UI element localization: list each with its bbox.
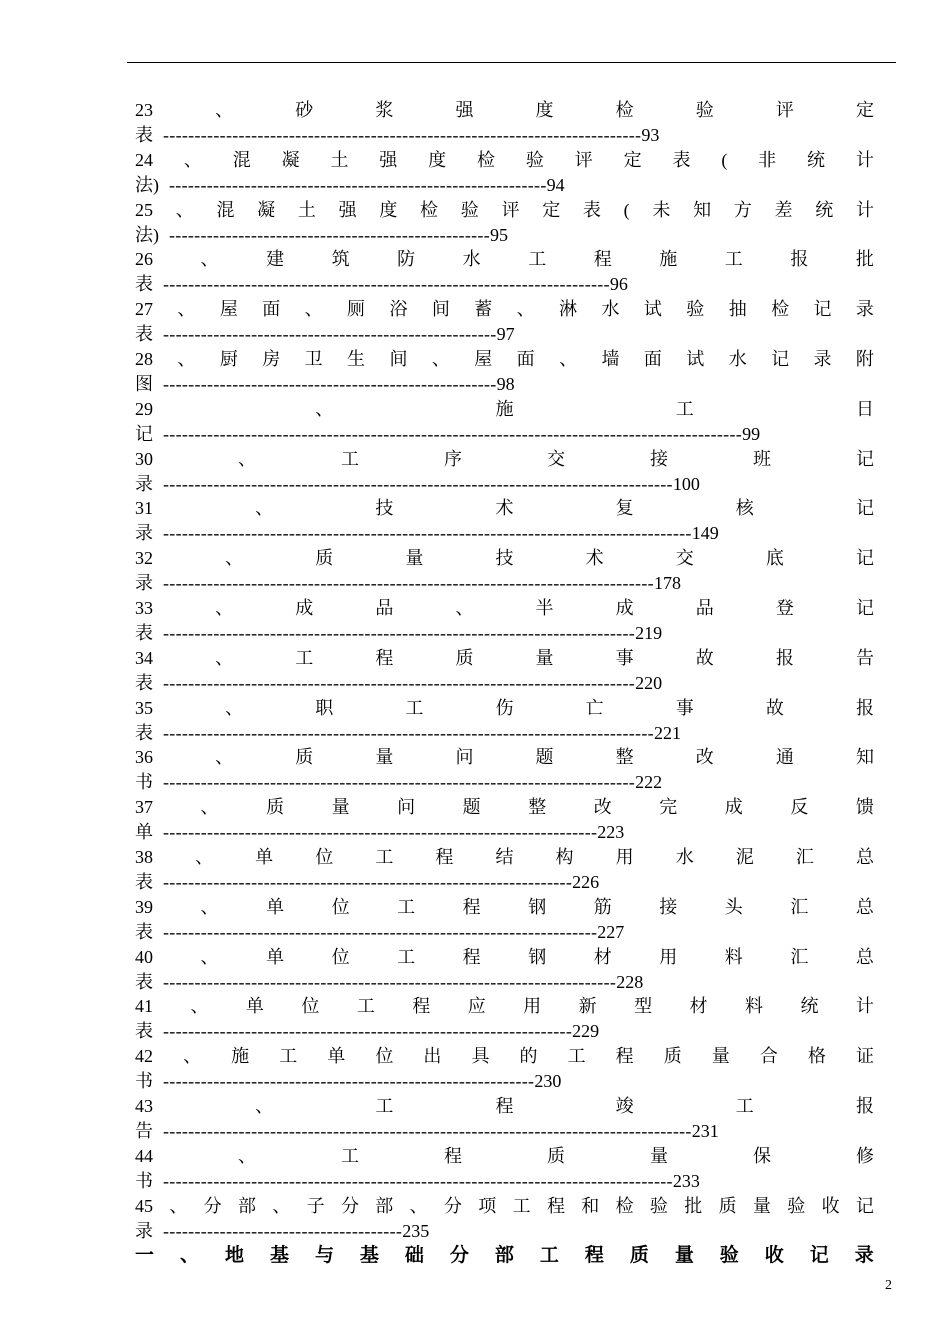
toc-entry-continuation (135, 671, 874, 696)
dot-leader: ------------------------------------------------------------------------ (163, 971, 617, 992)
toc-entry-page: 230 (534, 1071, 562, 1092)
toc-entry-continuation (135, 1169, 874, 1194)
toc-entry-continuation (135, 571, 874, 596)
toc-entry-last-char: 表 (135, 125, 153, 145)
dot-leader: --------------------------------------------------------------------------- (163, 772, 636, 793)
toc-entry-last-char: 录 (135, 573, 153, 594)
toc-entry-title: 45 、 分 部 、 子 分 部 、 分 项 工 程 和 检 验 批 质 量 验 收 记 (135, 1195, 874, 1216)
toc-entry-continuation (135, 173, 874, 198)
toc-entry-page: 99 (742, 423, 761, 444)
toc-entry-title: 27 、 屋 面 、 厕 浴 间 蓄 、 淋 水 试 验 抽 检 记 录 (135, 299, 874, 320)
dot-leader: --------------------------------------------------------------------------------- (163, 1170, 673, 1191)
dot-leader: ------------------------------------------------------------------------------ (163, 722, 654, 743)
toc-entry-last-char: 录 (135, 473, 153, 494)
toc-entry-page: 219 (635, 622, 663, 643)
toc-entry-title: 31 、 技 术 复 核 记 (135, 498, 874, 519)
toc-entry-continuation (135, 521, 874, 546)
dot-leader: ----------------------------------------------------- (163, 324, 497, 345)
toc-entry-last-char: 书 (135, 1170, 153, 1191)
toc-entry-page: 220 (635, 672, 663, 693)
toc-entry-page: 98 (496, 373, 515, 394)
dot-leader: -------------------------------------------------------------------------------------------- (163, 423, 743, 444)
section-heading: 一 、 地 基 与 基 础 分 部 工 程 质 量 验 收 记 录 (135, 1245, 874, 1267)
toc-entry (135, 447, 874, 497)
toc-entry-page: 97 (496, 324, 515, 345)
toc-entry-last-char: 表 (135, 1021, 153, 1042)
toc-entry (135, 696, 874, 746)
toc-entry-page: 235 (402, 1220, 430, 1241)
toc-entry-title: 40 、 单 位 工 程 钢 材 用 料 汇 总 (135, 946, 874, 967)
toc-entry-continuation (135, 322, 874, 347)
toc-entry-last-char: 表 (135, 871, 153, 892)
header-rule (127, 62, 896, 63)
toc-entry-title: 32 、 质 量 技 术 交 底 记 (135, 548, 874, 569)
toc-entry-title: 42 、 施 工 单 位 出 具 的 工 程 质 量 合 格 证 (135, 1046, 874, 1067)
dot-leader: ----------------------------------------------------- (163, 373, 497, 394)
toc-entry-continuation (135, 422, 874, 447)
dot-leader: --------------------------------------------------------------------- (163, 822, 598, 843)
dot-leader: ------------------------------------------------------------------------------------ (163, 523, 692, 544)
toc-entry-continuation (135, 1019, 874, 1044)
toc-entry-page: 96 (609, 274, 628, 295)
toc-entry-title: 26 、 建 筑 防 水 工 程 施 工 报 批 (135, 249, 874, 270)
toc-entry-title: 28 、 厨 房 卫 生 间 、 屋 面 、 墙 面 试 水 记 录 附 (135, 348, 874, 369)
toc-entry-continuation (135, 770, 874, 795)
toc-entry-title: 38 、 单 位 工 程 结 构 用 水 泥 汇 总 (135, 846, 874, 867)
dot-leader: ------------------------------------------------------------------------------------ (163, 1120, 692, 1141)
toc-entry-last-char: 图 (135, 373, 153, 394)
dot-leader: ---------------------------------------------------------------------------- (163, 125, 642, 145)
toc-entry-page: 94 (546, 174, 565, 195)
toc-entry-title: 36 、 质 量 问 题 整 改 通 知 (135, 747, 874, 768)
page-number: 2 (885, 1278, 892, 1293)
toc-entry-continuation (135, 372, 874, 397)
toc-entry (135, 98, 874, 148)
toc-entry-last-char: 表 (135, 274, 153, 295)
toc-entry (135, 994, 874, 1044)
toc-entry-last-char: 表 (135, 921, 153, 942)
toc-entry-page: 93 (641, 125, 660, 145)
toc-entry-continuation (135, 721, 874, 746)
toc-entry (135, 1194, 874, 1244)
toc-entry (135, 845, 874, 895)
toc-entry (135, 297, 874, 347)
toc-entry (135, 1044, 874, 1094)
toc-entry (135, 945, 874, 995)
toc-entry-continuation (135, 621, 874, 646)
toc-entry (135, 198, 874, 248)
toc-entry-page: 233 (672, 1170, 700, 1191)
toc-entry (135, 795, 874, 845)
toc-entry-continuation (135, 1219, 874, 1244)
toc-entry-last-char: 记 (135, 423, 153, 444)
toc-entry-page: 228 (616, 971, 644, 992)
toc-entry-last-char: 书 (135, 1071, 153, 1092)
toc-entry-continuation (135, 123, 874, 148)
toc-entry-continuation (135, 272, 874, 297)
toc-entry-continuation (135, 472, 874, 497)
toc-entry-page: 226 (572, 871, 600, 892)
toc-entry (135, 247, 874, 297)
toc-entry-last-char: 录 (135, 1220, 153, 1241)
toc-entry-page: 178 (653, 573, 681, 594)
toc-entry-title: 25 、 混 凝 土 强 度 检 验 评 定 表 ( 未 知 方 差 统 计 (135, 199, 874, 220)
toc-entry-continuation (135, 820, 874, 845)
toc-entry-last-char: 法) (135, 224, 159, 245)
toc-entry-title: 30 、 工 序 交 接 班 记 (135, 448, 874, 469)
toc-entry (135, 1094, 874, 1144)
toc-entry (135, 745, 874, 795)
dot-leader: -------------------------------------- (163, 1220, 403, 1241)
toc-entry (135, 496, 874, 546)
toc-entry-page: 95 (490, 224, 509, 245)
toc-entry-last-char: 表 (135, 622, 153, 643)
toc-entry (135, 347, 874, 397)
toc-entry-title: 43 、 工 程 竣 工 报 (135, 1095, 874, 1116)
toc-entry-title: 41 、 单 位 工 程 应 用 新 型 材 料 统 计 (135, 996, 874, 1017)
dot-leader: --------------------------------------------------------------------------- (163, 622, 636, 643)
toc-entry-last-char: 书 (135, 772, 153, 793)
dot-leader: --------------------------------------------------------------------------- (163, 672, 636, 693)
toc-entry (135, 1144, 874, 1194)
toc-entry-title: 23 、 砂 浆 强 度 检 验 评 定 (135, 100, 874, 120)
toc-entry-page: 227 (597, 921, 625, 942)
toc-entry-continuation (135, 1069, 874, 1094)
dot-leader: ----------------------------------------------------------- (163, 1071, 535, 1092)
toc-entry-continuation (135, 970, 874, 995)
toc-entry-continuation (135, 1119, 874, 1144)
dot-leader: ------------------------------------------------------------ (169, 174, 547, 195)
toc-entry (135, 895, 874, 945)
toc-entry-title: 34 、 工 程 质 量 事 故 报 告 (135, 647, 874, 668)
toc-entry (135, 596, 874, 646)
toc-entry-page: 149 (691, 523, 719, 544)
table-of-contents (135, 98, 874, 1268)
toc-entry-title: 44 、 工 程 质 量 保 修 (135, 1145, 874, 1166)
toc-entry-page: 222 (635, 772, 663, 793)
dot-leader: ----------------------------------------------------------------------- (163, 274, 610, 295)
toc-entry-continuation (135, 223, 874, 248)
toc-entry-title: 37 、 质 量 问 题 整 改 完 成 反 馈 (135, 797, 874, 818)
toc-entry-continuation (135, 870, 874, 895)
toc-entry (135, 148, 874, 198)
dot-leader: --------------------------------------------------------------------------------- (163, 473, 673, 494)
toc-entry-title: 33 、 成 品 、 半 成 品 登 记 (135, 597, 874, 618)
toc-entry-page: 100 (672, 473, 700, 494)
toc-entry (135, 546, 874, 596)
toc-entry-last-char: 表 (135, 971, 153, 992)
toc-entry-page: 231 (691, 1120, 719, 1141)
toc-entry (135, 646, 874, 696)
toc-entry-title: 35 、 职 工 伤 亡 事 故 报 (135, 697, 874, 718)
toc-entry-last-char: 表 (135, 324, 153, 345)
dot-leader: ------------------------------------------------------------------------------ (163, 573, 654, 594)
toc-entry-page: 223 (597, 822, 625, 843)
toc-entry-last-char: 表 (135, 722, 153, 743)
toc-entry-last-char: 录 (135, 523, 153, 544)
toc-entry-page: 229 (572, 1021, 600, 1042)
toc-entry-last-char: 法) (135, 174, 159, 195)
dot-leader: --------------------------------------------------- (169, 224, 491, 245)
toc-entry-last-char: 单 (135, 822, 153, 843)
toc-entry-last-char: 告 (135, 1120, 153, 1141)
dot-leader: ----------------------------------------------------------------- (163, 871, 573, 892)
toc-entry-continuation (135, 920, 874, 945)
toc-entry-last-char: 表 (135, 672, 153, 693)
toc-entry-title: 24 、 混 凝 土 强 度 检 验 评 定 表 ( 非 统 计 (135, 149, 874, 170)
dot-leader: ----------------------------------------------------------------- (163, 1021, 573, 1042)
dot-leader: --------------------------------------------------------------------- (163, 921, 598, 942)
toc-entry-title: 39 、 单 位 工 程 钢 筋 接 头 汇 总 (135, 896, 874, 917)
toc-entry-title: 29 、 施 工 日 (135, 398, 874, 419)
toc-entry (135, 397, 874, 447)
toc-entry-page: 221 (653, 722, 681, 743)
